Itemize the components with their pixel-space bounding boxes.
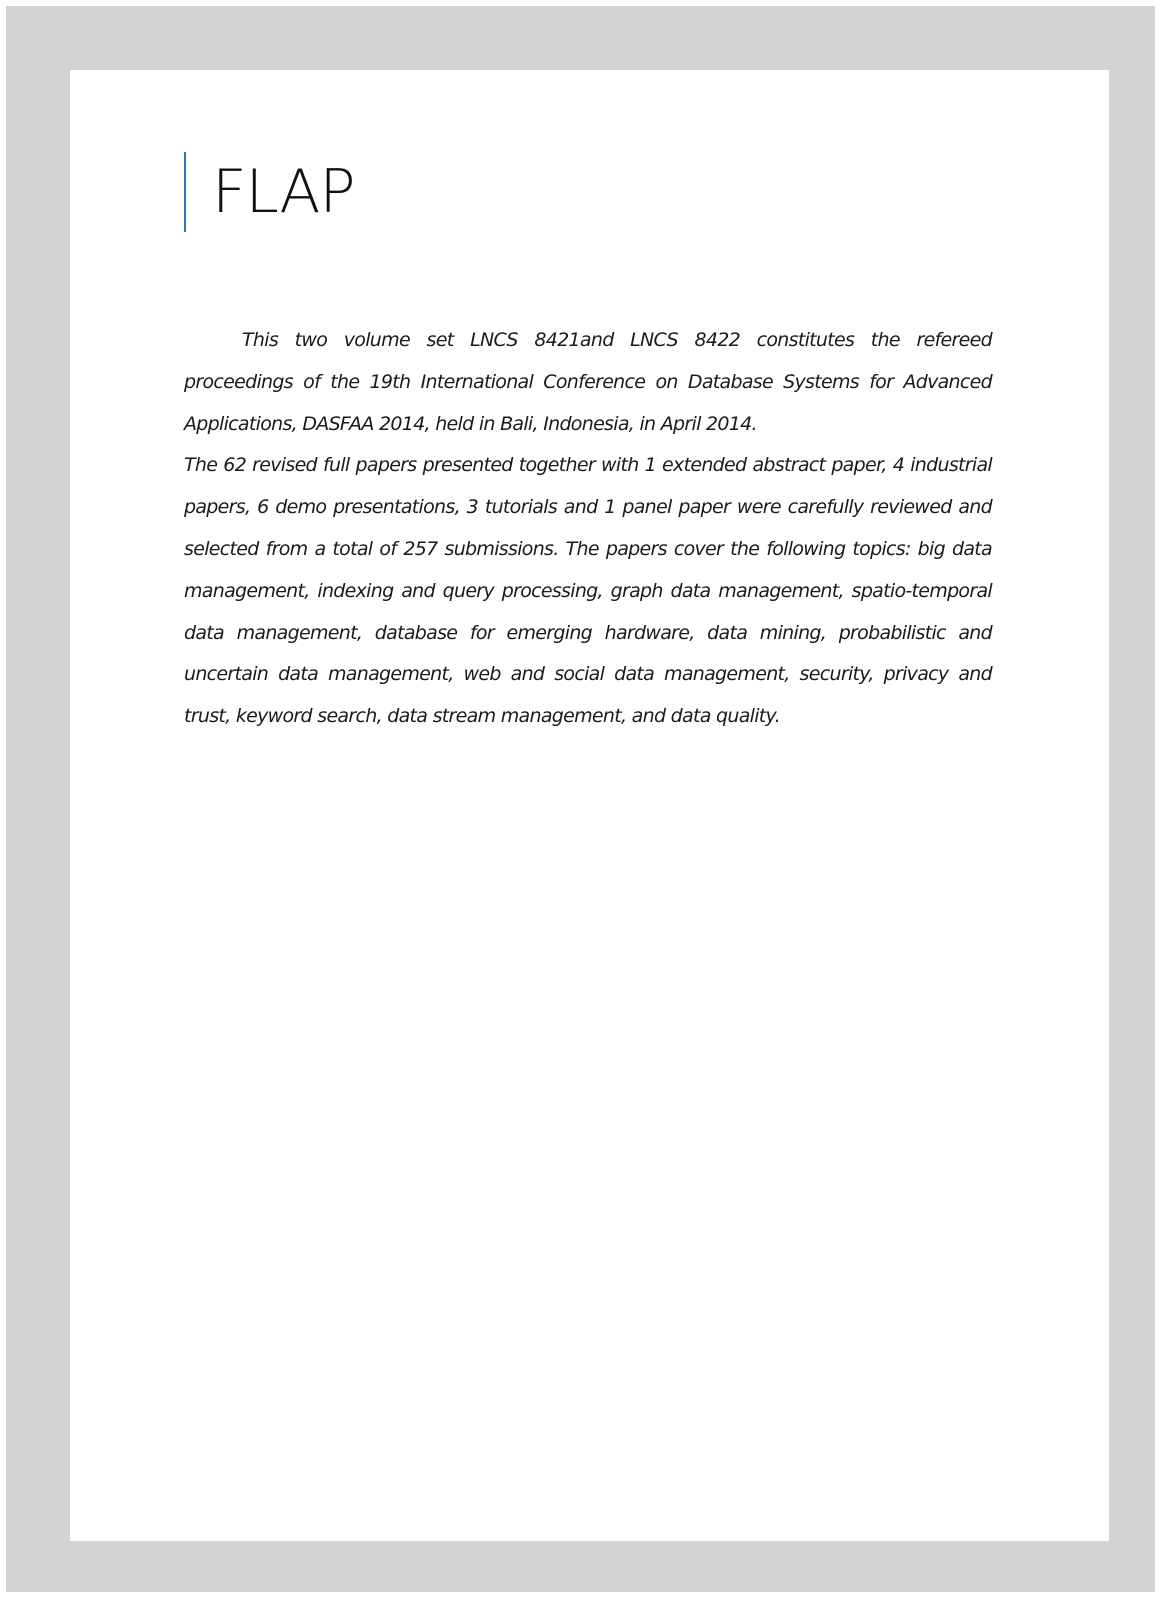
page-title: FLAP [212,157,355,227]
paragraph-intro: This two volume set LNCS 8421and LNCS 8422 constitutes the refereed proceedings of the 19th International Conference on Database Systems for Advanced Applications, DASFAA 2014, held in Bali, Indonesia, in April 2014. [184,329,992,435]
title-accent-bar [184,152,186,232]
paragraph-details: The 62 revised full papers presented together with 1 extended abstract paper, 4 industrial papers, 6 demo presentations, 3 tutorials and 1 panel paper were carefully reviewed and selected from a total of 257 submissions. The papers cover the following topics: big data management, indexing and query processing, graph data management, spatio-temporal data management, database for emerging hardware, data mining, probabilistic and uncertain data management, web and social data management, security, privacy and trust, keyword search, data stream management, and data quality. [184,454,992,728]
page-border [6,6,1155,1592]
document-page [70,70,1109,1541]
body-text [184,320,992,738]
title-block [184,152,355,232]
